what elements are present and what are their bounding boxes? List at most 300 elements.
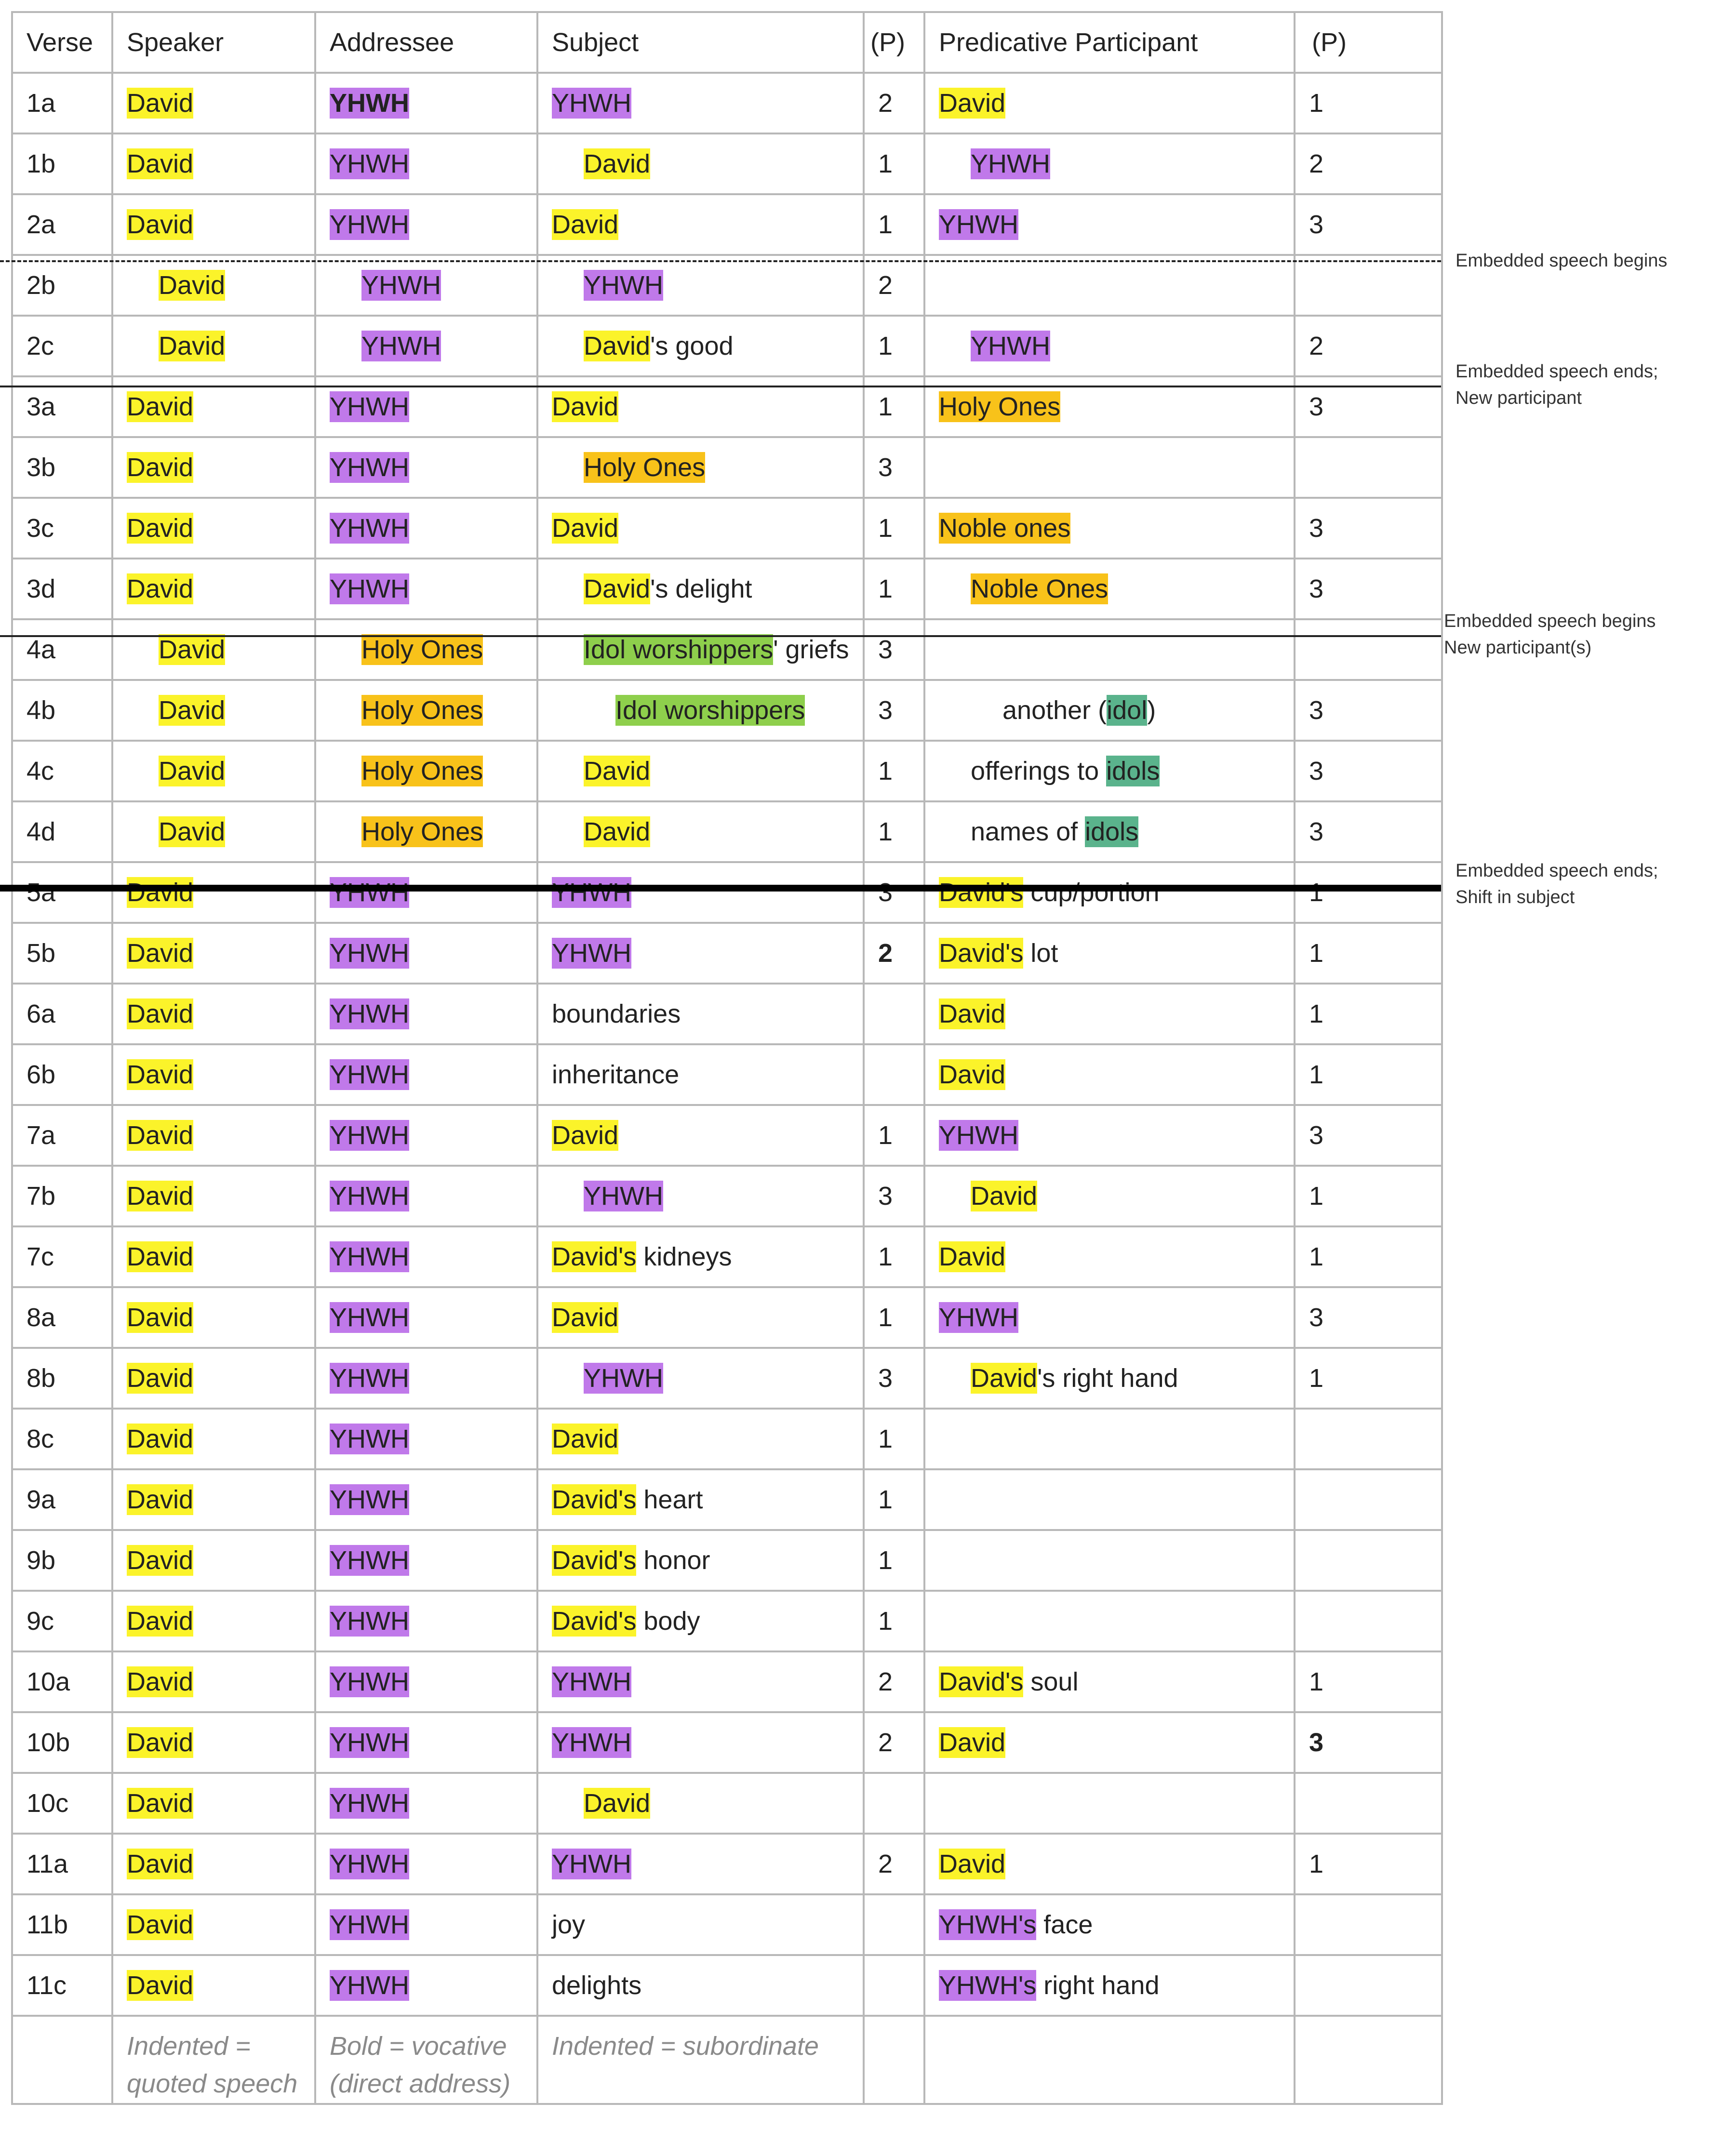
subject-cell xyxy=(537,559,864,619)
subject-highlight: David xyxy=(584,574,651,603)
person-cell: 2 xyxy=(864,923,924,984)
subject-highlight: YHWH xyxy=(552,1667,631,1696)
subject-cell xyxy=(537,1773,864,1834)
subject-text: honor xyxy=(636,1546,710,1575)
addressee-cell xyxy=(315,133,537,194)
predicative-highlight: YHWH's xyxy=(939,1971,1037,2000)
predicative-highlight: David xyxy=(939,1242,1006,1271)
table-row xyxy=(12,133,1442,194)
speaker-highlight: David xyxy=(159,757,226,785)
verse-cell: 10c xyxy=(12,1773,112,1834)
subject-cell xyxy=(537,133,864,194)
speaker-cell xyxy=(112,1712,315,1773)
annotation-text: Embedded speech begins xyxy=(1456,251,1668,271)
embedded-speech-begins-divider-2 xyxy=(0,635,1441,637)
person-cell: 2 xyxy=(864,255,924,316)
predicative-highlight: David xyxy=(939,1060,1006,1089)
addressee-highlight: YHWH xyxy=(330,1424,409,1453)
person-cell xyxy=(864,984,924,1044)
speaker-highlight: David xyxy=(127,1182,194,1211)
predicative-highlight: YHWH xyxy=(939,1303,1018,1332)
verse-cell: 10a xyxy=(12,1651,112,1712)
header-predicative-participant: Predicative Participant xyxy=(924,12,1295,73)
addressee-highlight: YHWH xyxy=(330,878,409,907)
verse-cell: 6b xyxy=(12,1044,112,1105)
person-cell-2: 3 xyxy=(1295,801,1442,862)
predicative-cell xyxy=(924,1044,1295,1105)
verse-cell: 1a xyxy=(12,73,112,133)
table-row xyxy=(12,1469,1442,1530)
verse-cell: 3b xyxy=(12,437,112,498)
verse-cell: 7a xyxy=(12,1105,112,1166)
embedded-speech-begins-divider xyxy=(0,260,1441,262)
speaker-highlight: David xyxy=(127,1424,194,1453)
predicative-highlight: YHWH xyxy=(971,332,1050,360)
addressee-highlight: YHWH xyxy=(361,332,441,360)
person-cell: 1 xyxy=(864,133,924,194)
predicative-cell xyxy=(924,437,1295,498)
predicative-cell xyxy=(924,1834,1295,1894)
predicative-cell xyxy=(924,255,1295,316)
person-cell: 1 xyxy=(864,498,924,559)
subject-highlight: YHWH xyxy=(552,89,631,118)
person-cell: 2 xyxy=(864,1712,924,1773)
table-row xyxy=(12,1894,1442,1955)
predicative-cell xyxy=(924,316,1295,376)
addressee-highlight: YHWH xyxy=(330,1182,409,1211)
speaker-cell xyxy=(112,73,315,133)
subject-text: kidneys xyxy=(636,1242,732,1271)
addressee-cell xyxy=(315,1409,537,1469)
verse-cell: 11a xyxy=(12,1834,112,1894)
speaker-cell xyxy=(112,680,315,741)
addressee-cell xyxy=(315,680,537,741)
table-row xyxy=(12,680,1442,741)
predicative-cell xyxy=(924,619,1295,680)
subject-cell: delights xyxy=(537,1955,864,2016)
addressee-highlight: YHWH xyxy=(330,1607,409,1636)
speaker-cell xyxy=(112,619,315,680)
predicative-cell xyxy=(924,1651,1295,1712)
annotation-embedded-speech-begins-2 xyxy=(1444,608,1656,661)
subject-highlight: David xyxy=(552,514,619,543)
table-row xyxy=(12,862,1442,923)
addressee-cell xyxy=(315,984,537,1044)
subject-highlight: YHWH xyxy=(552,878,631,907)
predicative-cell xyxy=(924,1287,1295,1348)
speaker-highlight: David xyxy=(127,878,194,907)
subject-cell xyxy=(537,1348,864,1409)
verse-cell: 7c xyxy=(12,1226,112,1287)
speaker-highlight: David xyxy=(127,999,194,1028)
predicative-text: offerings to xyxy=(971,757,1107,785)
person-cell xyxy=(864,1955,924,2016)
subject-cell xyxy=(537,1166,864,1226)
addressee-highlight: YHWH xyxy=(330,210,409,239)
speaker-highlight: David xyxy=(127,574,194,603)
person-cell: 1 xyxy=(864,1287,924,1348)
speaker-highlight: David xyxy=(127,210,194,239)
person-cell-2 xyxy=(1295,1955,1442,2016)
subject-legend-note: Indented = subordinate xyxy=(537,2016,864,2104)
subject-highlight: David's xyxy=(552,1607,637,1636)
speaker-cell xyxy=(112,1287,315,1348)
addressee-cell xyxy=(315,255,537,316)
person-cell-2: 1 xyxy=(1295,1834,1442,1894)
addressee-cell xyxy=(315,923,537,984)
predicative-highlight: David's xyxy=(939,939,1024,968)
subject-text: heart xyxy=(636,1485,703,1514)
person-cell-2: 3 xyxy=(1295,1287,1442,1348)
verse-cell: 2c xyxy=(12,316,112,376)
predicative-highlight: David xyxy=(939,999,1006,1028)
subject-cell xyxy=(537,1834,864,1894)
header-person: (P) xyxy=(864,12,924,73)
verse-cell: 3a xyxy=(12,376,112,437)
predicative-text: another ( xyxy=(1002,696,1107,725)
predicative-cell xyxy=(924,1591,1295,1651)
person-cell-2: 3 xyxy=(1295,498,1442,559)
addressee-highlight: Holy Ones xyxy=(361,817,483,846)
predicative-text: right hand xyxy=(1036,1971,1160,2000)
subject-highlight: YHWH xyxy=(584,271,663,300)
speaker-highlight: David xyxy=(127,1850,194,1878)
predicative-cell xyxy=(924,923,1295,984)
speaker-cell xyxy=(112,255,315,316)
speaker-cell xyxy=(112,133,315,194)
subject-cell xyxy=(537,862,864,923)
speaker-cell xyxy=(112,1469,315,1530)
annotation-text: Embedded speech ends; xyxy=(1456,861,1658,881)
addressee-highlight: YHWH xyxy=(330,514,409,543)
person-cell xyxy=(864,1894,924,1955)
addressee-highlight: YHWH xyxy=(330,1789,409,1818)
table-row xyxy=(12,1834,1442,1894)
subject-highlight: David xyxy=(584,149,651,178)
predicative-cell xyxy=(924,133,1295,194)
person-cell: 1 xyxy=(864,1105,924,1166)
subject-text: ' griefs xyxy=(773,635,849,664)
verse-cell: 8b xyxy=(12,1348,112,1409)
speaker-highlight: David xyxy=(127,1060,194,1089)
annotation-text: Embedded speech ends; xyxy=(1456,361,1658,382)
subject-cell xyxy=(537,619,864,680)
speaker-highlight: David xyxy=(127,1910,194,1939)
predicative-text: 's right hand xyxy=(1037,1364,1178,1393)
speaker-highlight: David xyxy=(127,1121,194,1150)
addressee-cell xyxy=(315,862,537,923)
predicative-cell xyxy=(924,498,1295,559)
person-cell: 3 xyxy=(864,1348,924,1409)
speaker-cell xyxy=(112,1348,315,1409)
annotation-text: Shift in subject xyxy=(1456,887,1575,908)
verse-cell: 8a xyxy=(12,1287,112,1348)
addressee-highlight: YHWH xyxy=(330,1364,409,1393)
addressee-highlight: YHWH xyxy=(330,1728,409,1757)
predicative-highlight: Noble ones xyxy=(939,514,1071,543)
predicative-highlight: David xyxy=(971,1364,1038,1393)
predicative-highlight: idols xyxy=(1085,817,1139,846)
speaker-cell xyxy=(112,1773,315,1834)
subject-highlight: David xyxy=(584,817,651,846)
speaker-cell xyxy=(112,1105,315,1166)
person-cell: 1 xyxy=(864,1226,924,1287)
predicative-cell xyxy=(924,741,1295,801)
person-cell: 1 xyxy=(864,559,924,619)
speaker-cell xyxy=(112,1166,315,1226)
person-cell-2 xyxy=(1295,1894,1442,1955)
addressee-highlight: YHWH xyxy=(330,1485,409,1514)
predicative-highlight: YHWH xyxy=(939,1121,1018,1150)
predicative-highlight: idols xyxy=(1106,757,1160,785)
speaker-highlight: David xyxy=(159,696,226,725)
table-row xyxy=(12,559,1442,619)
speaker-cell xyxy=(112,1226,315,1287)
addressee-cell xyxy=(315,1226,537,1287)
addressee-cell xyxy=(315,619,537,680)
addressee-highlight: YHWH xyxy=(330,999,409,1028)
addressee-highlight: YHWH xyxy=(330,1546,409,1575)
predicative-highlight: David's xyxy=(939,878,1024,907)
speaker-highlight: David xyxy=(127,1667,194,1696)
person-cell-2: 3 xyxy=(1295,194,1442,255)
addressee-cell xyxy=(315,73,537,133)
addressee-cell xyxy=(315,1955,537,2016)
subject-cell xyxy=(537,1287,864,1348)
person-cell-2: 1 xyxy=(1295,1044,1442,1105)
speaker-cell xyxy=(112,741,315,801)
verse-cell: 10b xyxy=(12,1712,112,1773)
embedded-speech-ends-divider xyxy=(0,386,1441,387)
person-cell-2: 1 xyxy=(1295,862,1442,923)
predicative-cell xyxy=(924,1105,1295,1166)
predicative-cell xyxy=(924,862,1295,923)
person-cell: 1 xyxy=(864,316,924,376)
legend-empty-cell xyxy=(12,2016,112,2104)
addressee-highlight: YHWH xyxy=(330,89,409,118)
person-cell: 1 xyxy=(864,741,924,801)
predicative-cell xyxy=(924,559,1295,619)
verse-cell: 6a xyxy=(12,984,112,1044)
speaker-highlight: David xyxy=(127,939,194,968)
subject-highlight: David xyxy=(552,210,619,239)
person-cell-2: 1 xyxy=(1295,1348,1442,1409)
annotation-shift-in-subject xyxy=(1456,858,1658,911)
table-row xyxy=(12,1955,1442,2016)
verse-cell: 4d xyxy=(12,801,112,862)
verse-cell: 11b xyxy=(12,1894,112,1955)
table-row xyxy=(12,984,1442,1044)
table-row xyxy=(12,1226,1442,1287)
annotation-text: New participant(s) xyxy=(1444,638,1592,658)
subject-highlight: David's xyxy=(552,1242,637,1271)
table-row xyxy=(12,437,1442,498)
person-cell: 3 xyxy=(864,619,924,680)
table-row xyxy=(12,255,1442,316)
person-cell-2: 1 xyxy=(1295,1226,1442,1287)
verse-cell: 2b xyxy=(12,255,112,316)
person-cell-2: 2 xyxy=(1295,316,1442,376)
speaker-highlight: David xyxy=(159,332,226,360)
addressee-cell xyxy=(315,1105,537,1166)
subject-cell xyxy=(537,1105,864,1166)
predicative-cell xyxy=(924,1773,1295,1834)
verse-cell: 3d xyxy=(12,559,112,619)
verse-cell: 11c xyxy=(12,1955,112,2016)
addressee-cell xyxy=(315,1044,537,1105)
subject-highlight: David's xyxy=(552,1485,637,1514)
subject-highlight: David xyxy=(552,1121,619,1150)
speaker-highlight: David xyxy=(127,1789,194,1818)
predicative-cell xyxy=(924,194,1295,255)
table-row xyxy=(12,316,1442,376)
subject-cell xyxy=(537,73,864,133)
verse-cell: 8c xyxy=(12,1409,112,1469)
subject-highlight: David xyxy=(552,392,619,421)
predicative-highlight: Holy Ones xyxy=(939,392,1061,421)
addressee-cell xyxy=(315,194,537,255)
person-cell-2: 1 xyxy=(1295,984,1442,1044)
subject-highlight: David xyxy=(584,757,651,785)
person-cell-2: 1 xyxy=(1295,1651,1442,1712)
subject-cell xyxy=(537,498,864,559)
subject-cell xyxy=(537,1469,864,1530)
verse-cell: 9a xyxy=(12,1469,112,1530)
predicative-highlight: idol xyxy=(1107,696,1148,725)
speaker-cell xyxy=(112,1651,315,1712)
addressee-highlight: YHWH xyxy=(330,1303,409,1332)
table-row xyxy=(12,801,1442,862)
addressee-cell xyxy=(315,316,537,376)
person-cell-2 xyxy=(1295,437,1442,498)
person-cell: 3 xyxy=(864,1166,924,1226)
speaker-cell xyxy=(112,984,315,1044)
subject-cell xyxy=(537,923,864,984)
predicative-text-end: ) xyxy=(1147,696,1156,725)
speaker-cell xyxy=(112,1955,315,2016)
subject-cell xyxy=(537,255,864,316)
subject-cell xyxy=(537,1226,864,1287)
speaker-highlight: David xyxy=(127,1546,194,1575)
addressee-highlight: Holy Ones xyxy=(361,757,483,785)
subject-text: body xyxy=(636,1607,700,1636)
legend-empty-cell xyxy=(924,2016,1295,2104)
speaker-cell xyxy=(112,1044,315,1105)
table-row xyxy=(12,741,1442,801)
speaker-highlight: David xyxy=(159,635,226,664)
verse-cell: 3c xyxy=(12,498,112,559)
predicative-highlight: Noble Ones xyxy=(971,574,1109,603)
predicative-highlight: David xyxy=(939,89,1006,118)
predicative-cell xyxy=(924,1409,1295,1469)
subject-highlight: David's xyxy=(552,1546,637,1575)
predicative-highlight: YHWH xyxy=(939,210,1018,239)
speaker-highlight: David xyxy=(127,1607,194,1636)
speaker-highlight: David xyxy=(159,817,226,846)
table-row xyxy=(12,1651,1442,1712)
verse-cell: 1b xyxy=(12,133,112,194)
verse-cell: 4b xyxy=(12,680,112,741)
verse-cell: 2a xyxy=(12,194,112,255)
addressee-cell xyxy=(315,1712,537,1773)
predicative-cell xyxy=(924,801,1295,862)
person-cell: 1 xyxy=(864,1469,924,1530)
speaker-highlight: David xyxy=(127,1242,194,1271)
speaker-cell xyxy=(112,1894,315,1955)
addressee-cell xyxy=(315,1348,537,1409)
person-cell-2: 1 xyxy=(1295,1166,1442,1226)
subject-highlight: David xyxy=(584,332,651,360)
person-cell: 1 xyxy=(864,1530,924,1591)
table-row xyxy=(12,1166,1442,1226)
predicative-cell xyxy=(924,1348,1295,1409)
verse-cell: 7b xyxy=(12,1166,112,1226)
speaker-highlight: David xyxy=(127,149,194,178)
table-row xyxy=(12,1287,1442,1348)
subject-cell xyxy=(537,801,864,862)
predicative-highlight: David xyxy=(939,1728,1006,1757)
speaker-highlight: David xyxy=(127,392,194,421)
person-cell: 3 xyxy=(864,437,924,498)
predicative-highlight: YHWH's xyxy=(939,1910,1037,1939)
addressee-highlight: YHWH xyxy=(330,574,409,603)
subject-highlight: Idol worshippers xyxy=(615,696,805,725)
speaker-highlight: David xyxy=(127,514,194,543)
predicative-highlight: David xyxy=(939,1850,1006,1878)
speaker-highlight: David xyxy=(127,89,194,118)
header-person-2: (P) xyxy=(1295,12,1442,73)
person-cell: 1 xyxy=(864,194,924,255)
speaker-highlight: David xyxy=(127,1485,194,1514)
predicative-cell xyxy=(924,984,1295,1044)
header-addressee: Addressee xyxy=(315,12,537,73)
addressee-cell xyxy=(315,1591,537,1651)
subject-cell xyxy=(537,1530,864,1591)
speaker-cell xyxy=(112,923,315,984)
person-cell: 2 xyxy=(864,1651,924,1712)
person-cell-2: 3 xyxy=(1295,559,1442,619)
verse-cell: 5a xyxy=(12,862,112,923)
predicative-cell xyxy=(924,1469,1295,1530)
predicative-highlight: YHWH xyxy=(971,149,1050,178)
addressee-highlight: YHWH xyxy=(330,1667,409,1696)
subject-highlight: YHWH xyxy=(552,939,631,968)
header-speaker: Speaker xyxy=(112,12,315,73)
speaker-legend-note: Indented = quoted speech xyxy=(112,2016,315,2104)
addressee-cell xyxy=(315,1834,537,1894)
table-row xyxy=(12,1105,1442,1166)
addressee-highlight: YHWH xyxy=(330,1850,409,1878)
addressee-highlight: Holy Ones xyxy=(361,635,483,664)
addressee-highlight: YHWH xyxy=(330,1910,409,1939)
table-row xyxy=(12,619,1442,680)
addressee-highlight: YHWH xyxy=(330,1242,409,1271)
person-cell-2: 3 xyxy=(1295,1712,1442,1773)
speaker-highlight: David xyxy=(127,453,194,482)
person-cell: 1 xyxy=(864,1409,924,1469)
predicative-cell xyxy=(924,1166,1295,1226)
addressee-cell xyxy=(315,1773,537,1834)
addressee-highlight: YHWH xyxy=(361,271,441,300)
table-row xyxy=(12,1348,1442,1409)
speaker-cell xyxy=(112,559,315,619)
annotation-embedded-speech-ends xyxy=(1456,359,1658,412)
person-cell xyxy=(864,1044,924,1105)
addressee-cell xyxy=(315,801,537,862)
table-row xyxy=(12,1773,1442,1834)
addressee-highlight: YHWH xyxy=(330,1971,409,2000)
person-cell-2 xyxy=(1295,255,1442,316)
